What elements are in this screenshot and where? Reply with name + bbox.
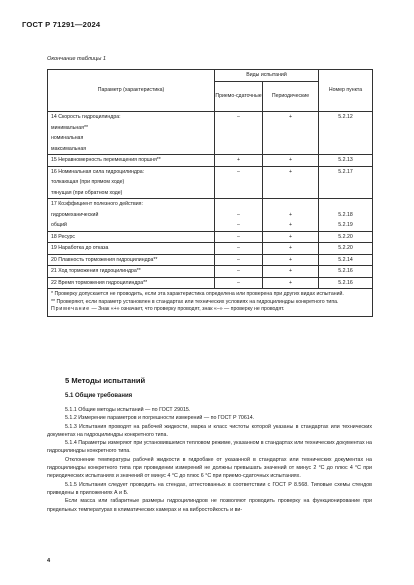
acceptance-cell-line	[215, 123, 262, 134]
section-title: 5 Методы испытаний	[65, 376, 146, 385]
clause-cell-line	[319, 177, 372, 188]
acceptance-cell	[215, 199, 263, 232]
clause-cell-line: 5.2.20	[338, 245, 353, 251]
acceptance-cell-line: –	[237, 268, 240, 274]
periodic-cell	[263, 254, 319, 266]
parameter-cell-line: 15 Неравномерность перемещения поршня**	[51, 157, 161, 163]
acceptance-cell	[215, 254, 263, 266]
clause-cell-line: 5.2.13	[338, 157, 353, 163]
periodic-cell-line	[263, 123, 318, 134]
table-row	[48, 112, 373, 155]
acceptance-cell-line: –	[237, 279, 240, 286]
periodic-cell	[263, 243, 319, 255]
acceptance-cell-line: –	[237, 245, 240, 251]
clause-cell-line: 5.2.16	[338, 279, 353, 286]
periodic-cell-line: +	[288, 222, 293, 228]
periodic-cell-line	[263, 188, 318, 199]
header-test-types: Виды испытаний	[215, 70, 319, 82]
table-row	[48, 166, 373, 199]
clause-cell	[319, 231, 373, 243]
periodic-cell-line	[263, 199, 318, 210]
parameter-cell	[48, 243, 215, 255]
clause-cell	[319, 155, 373, 167]
periodic-cell-line: +	[288, 114, 293, 120]
parameter-cell-line: общий	[51, 222, 67, 228]
acceptance-cell-line	[215, 177, 262, 188]
body-paragraph: 5.1.1 Общие методы испытаний — по ГОСТ 29015.	[65, 407, 191, 413]
periodic-cell-line	[263, 177, 318, 188]
parameter-cell	[48, 231, 215, 243]
document-header: ГОСТ Р 71291—2024	[22, 20, 101, 29]
parameter-cell-line: максимальная	[51, 145, 87, 152]
footnote-double-asterisk: ** Проверяют, если параметр установлен в стандартах или технических условиях на гидроцилиндры конкретного типа.	[51, 298, 339, 305]
acceptance-cell	[215, 166, 263, 199]
periodic-cell-line: +	[288, 279, 293, 286]
remark-label: Примечание	[51, 306, 91, 313]
clause-cell	[319, 243, 373, 255]
body-paragraph: 5.1.3 Испытания проводят на рабочей жидкости, марка и класс чистоты которой указаны в стандартах или технических документах на гидроцилиндры конкретного типа.	[47, 423, 372, 438]
table-remark	[51, 306, 369, 312]
acceptance-cell-line	[215, 188, 262, 199]
table-row	[48, 266, 373, 278]
periodic-cell	[263, 199, 319, 232]
parameter-cell	[48, 254, 215, 266]
table-continuation-caption: Окончание таблицы 1	[47, 56, 107, 62]
clause-cell	[319, 266, 373, 278]
parameter-cell	[48, 155, 215, 167]
parameter-cell-line: 22 Время торможения гидроцилиндра**	[51, 279, 148, 286]
clause-cell	[319, 254, 373, 266]
body-paragraph: 5.1.5 Испытания следует проводить на стендах, аттестованных в соответствии с ГОСТ Р 8.568. Типовые схемы стендов приведены в приложениях А и Б.	[47, 481, 372, 496]
parameter-cell-line: 20 Плавность торможения гидроцилиндра**	[51, 256, 158, 263]
periodic-cell-line: +	[288, 268, 293, 274]
parameter-cell	[48, 199, 215, 232]
page-number: 4	[47, 558, 51, 564]
acceptance-cell-line: –	[237, 168, 240, 175]
acceptance-cell-line: +	[236, 157, 241, 163]
table-row	[48, 231, 373, 243]
table-notes	[48, 289, 373, 317]
acceptance-cell	[215, 243, 263, 255]
parameter-cell-line: гидромеханический	[51, 211, 99, 218]
clause-cell	[319, 277, 373, 289]
parameter-cell-line: 16 Номинальная сила гидроцилиндра:	[51, 168, 145, 175]
header-periodic: Периодические	[263, 82, 319, 112]
body-paragraph: 5.1.4 Параметры измеряют при установившемся тепловом режиме, указанном в стандартах или технических документах на гидроцилиндры конкретного типа.	[47, 440, 372, 455]
parameter-cell-line: 19 Наработка до отказа	[51, 245, 109, 251]
clause-cell-line	[319, 133, 372, 144]
clause-cell-line	[319, 199, 372, 210]
periodic-cell	[263, 231, 319, 243]
clause-cell-line	[319, 188, 372, 199]
clause-cell-line: 5.2.14	[338, 256, 353, 263]
periodic-cell-line: +	[288, 211, 293, 218]
parameter-cell-line: 17 Коэффициент полезного действия:	[51, 201, 143, 207]
acceptance-cell-line: –	[237, 222, 240, 228]
subsection-title: 5.1 Общие требования	[65, 393, 133, 399]
parameter-cell	[48, 277, 215, 289]
periodic-cell	[263, 166, 319, 199]
periodic-cell	[263, 112, 319, 155]
table-row	[48, 243, 373, 255]
clause-cell	[319, 112, 373, 155]
acceptance-cell-line	[215, 199, 262, 210]
parameter-cell	[48, 112, 215, 155]
clause-cell-line: 5.2.12	[338, 114, 353, 120]
clause-cell-line	[319, 144, 372, 155]
periodic-cell-line: +	[288, 256, 293, 263]
periodic-cell	[263, 277, 319, 289]
table-row	[48, 254, 373, 266]
clause-cell-line: 5.2.16	[338, 268, 353, 274]
periodic-cell-line: +	[288, 245, 293, 251]
parameter-cell-line: 18 Ресурс	[51, 233, 75, 240]
clause-cell-line: 5.2.17	[338, 168, 353, 175]
periodic-cell	[263, 155, 319, 167]
table-row	[48, 277, 373, 289]
footnote-single-asterisk: * Проверку допускается не проводить, если эта характеристика определена или проверена при других видах испытаний.	[51, 291, 344, 297]
periodic-cell	[263, 266, 319, 278]
header-parameter: Параметр (характеристика)	[48, 70, 215, 112]
parameter-cell-line: тянущая (при обратном ходе)	[51, 189, 123, 196]
periodic-cell-line: +	[288, 233, 293, 240]
body-paragraph: 5.1.2 Измерение параметров и погрешности измерений — по ГОСТ Р 70614.	[65, 415, 255, 422]
header-clause-number: Номер пункта	[319, 70, 373, 112]
acceptance-cell-line	[215, 144, 262, 155]
acceptance-cell-line: –	[237, 211, 240, 218]
acceptance-cell	[215, 266, 263, 278]
section-body	[47, 406, 372, 514]
acceptance-cell-line: –	[237, 233, 240, 240]
clause-cell	[319, 199, 373, 232]
acceptance-cell	[215, 277, 263, 289]
parameter-cell-line: минимальная**	[51, 124, 89, 131]
test-parameters-table	[47, 69, 373, 317]
clause-cell-line: 5.2.18	[338, 211, 353, 218]
periodic-cell-line: +	[288, 157, 293, 163]
parameter-cell-line: номинальная	[51, 135, 84, 141]
clause-cell-line: 5.2.20	[338, 233, 353, 240]
parameter-cell	[48, 166, 215, 199]
parameter-cell	[48, 266, 215, 278]
clause-cell	[319, 166, 373, 199]
periodic-cell-line	[263, 144, 318, 155]
parameter-cell-line: 21 Ход торможения гидроцилиндра**	[51, 268, 141, 274]
clause-cell-line: 5.2.19	[338, 222, 353, 228]
acceptance-cell-line: –	[237, 256, 240, 263]
remark-text: — Знак «+» означает, что проверку проводят, знак «–» — проверку не проводят.	[90, 306, 285, 313]
parameter-cell-line: толкающая (при прямом ходе)	[51, 179, 125, 185]
body-paragraph: Отклонение температуры рабочей жидкости в гидробаке от указанной в стандартах или технических документах на гидроцилиндры конкретного типа при проведении измерений не должны превышать значений от минус 2 °С до плюс 4 °С при периодических испытаниях и значений от минус 4 °С до плюс 6 °С при приемо-сдаточных испытаниях.	[47, 456, 372, 480]
acceptance-cell	[215, 231, 263, 243]
table-row	[48, 199, 373, 232]
table-row	[48, 155, 373, 167]
acceptance-cell	[215, 155, 263, 167]
acceptance-cell	[215, 112, 263, 155]
acceptance-cell-line	[215, 133, 262, 144]
periodic-cell-line	[263, 133, 318, 144]
acceptance-cell-line: –	[237, 114, 240, 120]
clause-cell-line	[319, 123, 372, 134]
body-paragraph: Если масса или габаритные размеры гидроцилиндров не позволяют проводить проверку на функционирование при предельных температурах в климатических камерах и на вибростойкость и ви-	[47, 498, 372, 513]
header-acceptance: Приемо-сдаточные	[215, 82, 263, 112]
parameter-cell-line: 14 Скорость гидроцилиндра:	[51, 114, 121, 120]
periodic-cell-line: +	[288, 168, 293, 175]
